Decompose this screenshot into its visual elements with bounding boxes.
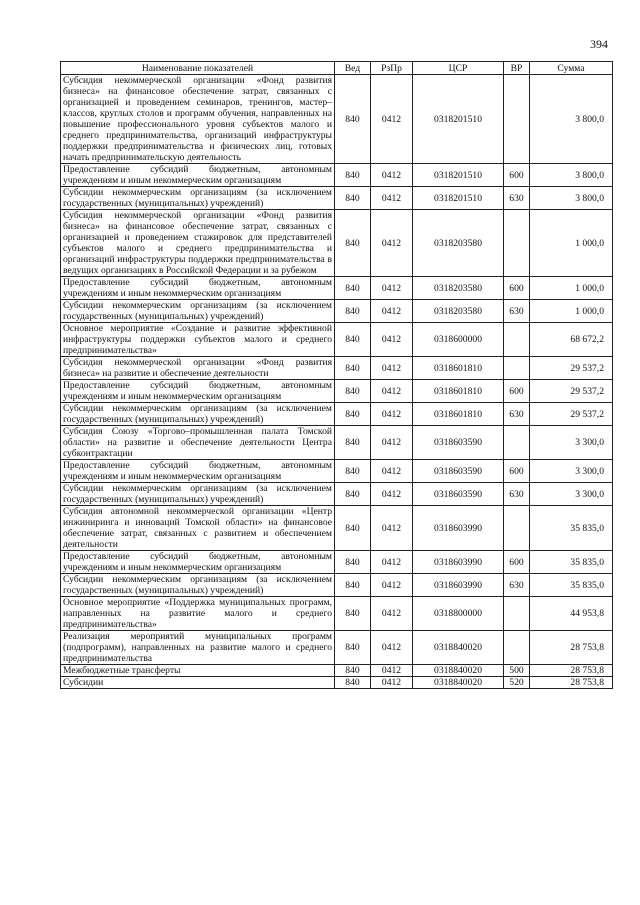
budget-table [60, 61, 613, 689]
row-sum: 3 300,0 [530, 426, 613, 460]
row-name: Субсидии некоммерческим организациям (за исключением государственных (муниципальных) учреждений) [61, 300, 335, 323]
table-row [61, 164, 613, 187]
header-vr: ВР [504, 62, 530, 75]
row-csr: 0318601810 [413, 357, 504, 380]
row-sum: 3 800,0 [530, 164, 613, 187]
table-row [61, 300, 613, 323]
row-ved: 840 [335, 323, 371, 357]
row-sum: 44 953,8 [530, 597, 613, 631]
row-name: Субсидия некоммерческой организации «Фонд развития бизнеса» на финансовое обеспечение затрат, связанных с организацией и проведением семинаров, тренингов, мастер–классов, круглых столов и программ обучения, направленных на повышение профессионального уровня субъектов малого и среднего предпринимательства, организаций инфраструктуры поддержки предпринимательства и физических лиц, готовых начать предпринимательскую деятельность [61, 75, 335, 164]
row-rzpr: 0412 [371, 574, 413, 597]
row-rzpr: 0412 [371, 187, 413, 210]
row-name: Субсидии некоммерческим организациям (за исключением государственных (муниципальных) учреждений) [61, 403, 335, 426]
table-row [61, 597, 613, 631]
table-row [61, 460, 613, 483]
row-ved: 840 [335, 403, 371, 426]
row-csr: 0318201510 [413, 187, 504, 210]
row-sum: 1 000,0 [530, 210, 613, 277]
table-row [61, 506, 613, 551]
row-ved: 840 [335, 380, 371, 403]
table-row [61, 277, 613, 300]
row-csr: 0318201510 [413, 75, 504, 164]
row-ved: 840 [335, 164, 371, 187]
row-name: Основное мероприятие «Поддержка муниципальных программ, направленных на развитие малого и среднего предпринимательства» [61, 597, 335, 631]
table-row [61, 357, 613, 380]
row-sum: 29 537,2 [530, 357, 613, 380]
row-rzpr: 0412 [371, 210, 413, 277]
row-name: Предоставление субсидий бюджетным, автономным учреждениям и иным некоммерческим организациям [61, 380, 335, 403]
row-csr: 0318840020 [413, 665, 504, 677]
header-ved: Вед [335, 62, 371, 75]
row-name: Реализация мероприятий муниципальных программ (подпрограмм), направленных на развитие малого и среднего предпринимательства [61, 631, 335, 665]
row-vr: 600 [504, 277, 530, 300]
row-csr: 0318603990 [413, 506, 504, 551]
row-csr: 0318840020 [413, 677, 504, 689]
row-csr: 0318840020 [413, 631, 504, 665]
table-row [61, 574, 613, 597]
header-csr: ЦСР [413, 62, 504, 75]
row-rzpr: 0412 [371, 75, 413, 164]
row-csr: 0318603590 [413, 426, 504, 460]
row-ved: 840 [335, 574, 371, 597]
row-csr: 0318603990 [413, 574, 504, 597]
row-name: Субсидии некоммерческим организациям (за исключением государственных (муниципальных) учреждений) [61, 483, 335, 506]
row-name: Субсидия некоммерческой организации «Фонд развития бизнеса» на финансовое обеспечение затрат, связанных с организацией и проведением стажировок для представителей субъектов малого и среднего предпринимательства и организаций инфраструктуры поддержки предпринимательства в ведущих организациях в Российской Федерации и за рубежом [61, 210, 335, 277]
table-row [61, 677, 613, 689]
table-row [61, 665, 613, 677]
row-csr: 0318601810 [413, 380, 504, 403]
row-sum: 29 537,2 [530, 380, 613, 403]
row-csr: 0318600000 [413, 323, 504, 357]
row-vr [504, 506, 530, 551]
row-ved: 840 [335, 300, 371, 323]
table-row [61, 380, 613, 403]
row-sum: 1 000,0 [530, 277, 613, 300]
row-csr: 0318203580 [413, 300, 504, 323]
row-sum: 3 300,0 [530, 483, 613, 506]
row-name: Субсидия Союзу «Торгово–промышленная палата Томской области» на развитие и обеспечение деятельности Центра субконтрактации [61, 426, 335, 460]
row-ved: 840 [335, 277, 371, 300]
table-row [61, 403, 613, 426]
row-sum: 3 800,0 [530, 75, 613, 164]
row-vr: 500 [504, 665, 530, 677]
row-vr: 630 [504, 187, 530, 210]
row-name: Межбюджетные трансферты [61, 665, 335, 677]
row-ved: 840 [335, 460, 371, 483]
row-rzpr: 0412 [371, 300, 413, 323]
row-sum: 35 835,0 [530, 506, 613, 551]
row-vr: 600 [504, 164, 530, 187]
row-rzpr: 0412 [371, 164, 413, 187]
row-sum: 29 537,2 [530, 403, 613, 426]
row-ved: 840 [335, 483, 371, 506]
row-vr: 600 [504, 380, 530, 403]
row-ved: 840 [335, 357, 371, 380]
row-rzpr: 0412 [371, 426, 413, 460]
row-rzpr: 0412 [371, 380, 413, 403]
row-vr [504, 210, 530, 277]
row-rzpr: 0412 [371, 506, 413, 551]
row-sum: 35 835,0 [530, 574, 613, 597]
row-ved: 840 [335, 677, 371, 689]
row-rzpr: 0412 [371, 483, 413, 506]
row-name: Основное мероприятие «Создание и развитие эффективной инфраструктуры поддержки субъектов малого и среднего предпринимательства» [61, 323, 335, 357]
page-number: 394 [590, 37, 608, 51]
row-csr: 0318800000 [413, 597, 504, 631]
row-rzpr: 0412 [371, 460, 413, 483]
row-csr: 0318603590 [413, 483, 504, 506]
row-rzpr: 0412 [371, 631, 413, 665]
table-row [61, 551, 613, 574]
row-ved: 840 [335, 75, 371, 164]
row-name: Субсидии некоммерческим организациям (за исключением государственных (муниципальных) учреждений) [61, 187, 335, 210]
row-name: Субсидия некоммерческой организации «Фонд развития бизнеса» на развитие и обеспечение деятельности [61, 357, 335, 380]
row-vr: 630 [504, 574, 530, 597]
table-row [61, 75, 613, 164]
row-sum: 3 300,0 [530, 460, 613, 483]
table-row [61, 323, 613, 357]
row-csr: 0318603990 [413, 551, 504, 574]
row-ved: 840 [335, 187, 371, 210]
row-rzpr: 0412 [371, 677, 413, 689]
row-vr: 630 [504, 403, 530, 426]
row-vr [504, 323, 530, 357]
row-vr: 630 [504, 483, 530, 506]
table-header-row [61, 62, 613, 75]
row-vr [504, 75, 530, 164]
row-csr: 0318203580 [413, 277, 504, 300]
row-vr: 520 [504, 677, 530, 689]
row-sum: 28 753,8 [530, 631, 613, 665]
row-rzpr: 0412 [371, 323, 413, 357]
row-sum: 3 800,0 [530, 187, 613, 210]
row-ved: 840 [335, 631, 371, 665]
table-row [61, 426, 613, 460]
row-name: Субсидии некоммерческим организациям (за исключением государственных (муниципальных) учреждений) [61, 574, 335, 597]
row-csr: 0318601810 [413, 403, 504, 426]
row-name: Предоставление субсидий бюджетным, автономным учреждениям и иным некоммерческим организациям [61, 460, 335, 483]
row-rzpr: 0412 [371, 665, 413, 677]
row-csr: 0318603590 [413, 460, 504, 483]
row-name: Субсидии [61, 677, 335, 689]
row-vr [504, 631, 530, 665]
row-sum: 35 835,0 [530, 551, 613, 574]
row-ved: 840 [335, 506, 371, 551]
row-vr: 600 [504, 460, 530, 483]
row-sum: 28 753,8 [530, 677, 613, 689]
table-row [61, 631, 613, 665]
row-name: Предоставление субсидий бюджетным, автономным учреждениям и иным некоммерческим организациям [61, 277, 335, 300]
row-rzpr: 0412 [371, 277, 413, 300]
row-name: Предоставление субсидий бюджетным, автономным учреждениям и иным некоммерческим организациям [61, 551, 335, 574]
row-rzpr: 0412 [371, 597, 413, 631]
row-rzpr: 0412 [371, 403, 413, 426]
row-vr: 630 [504, 300, 530, 323]
row-ved: 840 [335, 551, 371, 574]
row-sum: 28 753,8 [530, 665, 613, 677]
row-vr [504, 357, 530, 380]
row-rzpr: 0412 [371, 551, 413, 574]
row-vr [504, 426, 530, 460]
table-row [61, 483, 613, 506]
row-ved: 840 [335, 597, 371, 631]
row-ved: 840 [335, 426, 371, 460]
header-name: Наименование показателей [61, 62, 335, 75]
table-row [61, 187, 613, 210]
row-ved: 840 [335, 210, 371, 277]
row-rzpr: 0412 [371, 357, 413, 380]
header-sum: Сумма [530, 62, 613, 75]
row-sum: 68 672,2 [530, 323, 613, 357]
row-sum: 1 000,0 [530, 300, 613, 323]
row-name: Субсидия автономной некоммерческой организации «Центр инжиниринга и инноваций Томской области» на финансовое обеспечение затрат, связанных с развитием и обеспечением деятельности [61, 506, 335, 551]
row-name: Предоставление субсидий бюджетным, автономным учреждениям и иным некоммерческим организациям [61, 164, 335, 187]
row-csr: 0318201510 [413, 164, 504, 187]
header-rzpr: РзПр [371, 62, 413, 75]
row-csr: 0318203580 [413, 210, 504, 277]
row-vr [504, 597, 530, 631]
table-row [61, 210, 613, 277]
row-vr: 600 [504, 551, 530, 574]
row-ved: 840 [335, 665, 371, 677]
